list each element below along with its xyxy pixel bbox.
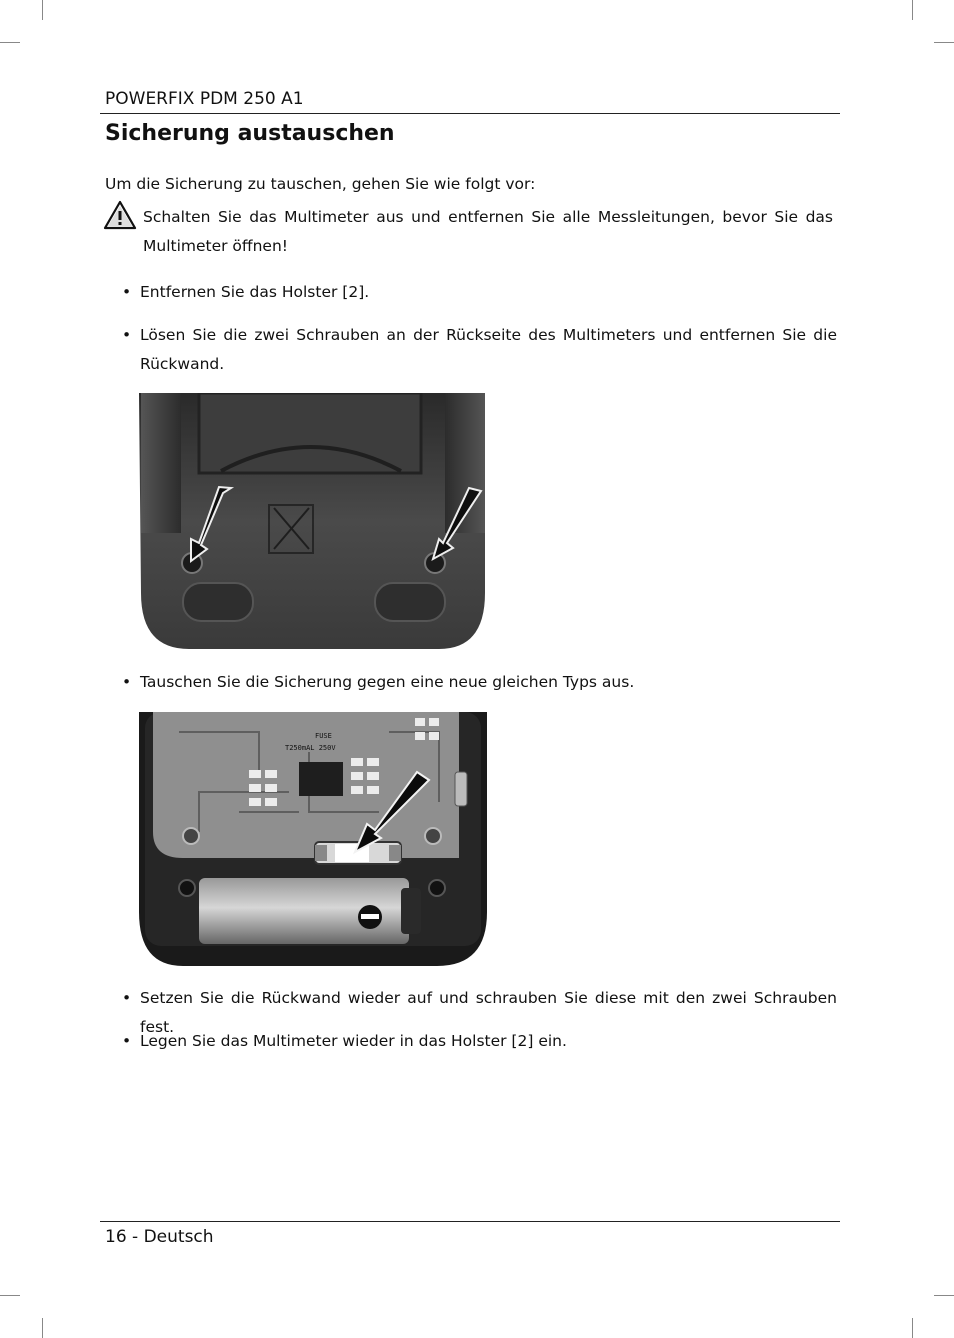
bullet-icon: • bbox=[122, 1032, 132, 1050]
list-item bbox=[122, 321, 837, 379]
back-cover-photo bbox=[139, 393, 489, 651]
pcb-label-rating: T250mAL 250V bbox=[285, 744, 336, 752]
list-item bbox=[122, 278, 837, 307]
list-item-text: Entfernen Sie das Holster [2]. bbox=[140, 283, 370, 301]
page-footer: 16 - Deutsch bbox=[105, 1227, 214, 1247]
section-title: Sicherung austauschen bbox=[105, 121, 395, 146]
warning-text: Schalten Sie das Multimeter aus und entfernen Sie alle Messleitungen, bevor Sie das Multimeter öffnen! bbox=[143, 208, 833, 255]
warning-triangle-icon bbox=[103, 200, 137, 230]
list-item bbox=[122, 1027, 837, 1056]
bullet-icon: • bbox=[122, 326, 132, 344]
crop-mark bbox=[0, 1295, 20, 1296]
list-item-text: Lösen Sie die zwei Schrauben an der Rückseite des Multimeters und entfernen Sie die Rückwand. bbox=[140, 326, 837, 373]
crop-mark bbox=[42, 1318, 43, 1338]
list-item bbox=[122, 668, 837, 697]
crop-mark bbox=[0, 42, 20, 43]
crop-mark bbox=[934, 1295, 954, 1296]
crop-mark bbox=[934, 42, 954, 43]
list-item-text: Legen Sie das Multimeter wieder in das Holster [2] ein. bbox=[140, 1032, 567, 1050]
footer-rule bbox=[100, 1221, 840, 1222]
list-item-text: Setzen Sie die Rückwand wieder auf und schrauben Sie diese mit den zwei Schrauben fest. bbox=[140, 989, 837, 1036]
header-rule bbox=[100, 113, 840, 114]
crop-mark bbox=[912, 1318, 913, 1338]
bullet-icon: • bbox=[122, 283, 132, 301]
bullet-icon: • bbox=[122, 673, 132, 691]
crop-mark bbox=[912, 0, 913, 20]
running-header: POWERFIX PDM 250 A1 bbox=[105, 89, 304, 109]
bullet-icon: • bbox=[122, 989, 132, 1007]
intro-text: Um die Sicherung zu tauschen, gehen Sie wie folgt vor: bbox=[105, 175, 536, 193]
fuse-photo bbox=[139, 712, 489, 968]
list-item-text: Tauschen Sie die Sicherung gegen eine neue gleichen Typs aus. bbox=[140, 673, 635, 691]
crop-mark bbox=[42, 0, 43, 20]
pcb-label-fuse: FUSE bbox=[315, 732, 332, 740]
